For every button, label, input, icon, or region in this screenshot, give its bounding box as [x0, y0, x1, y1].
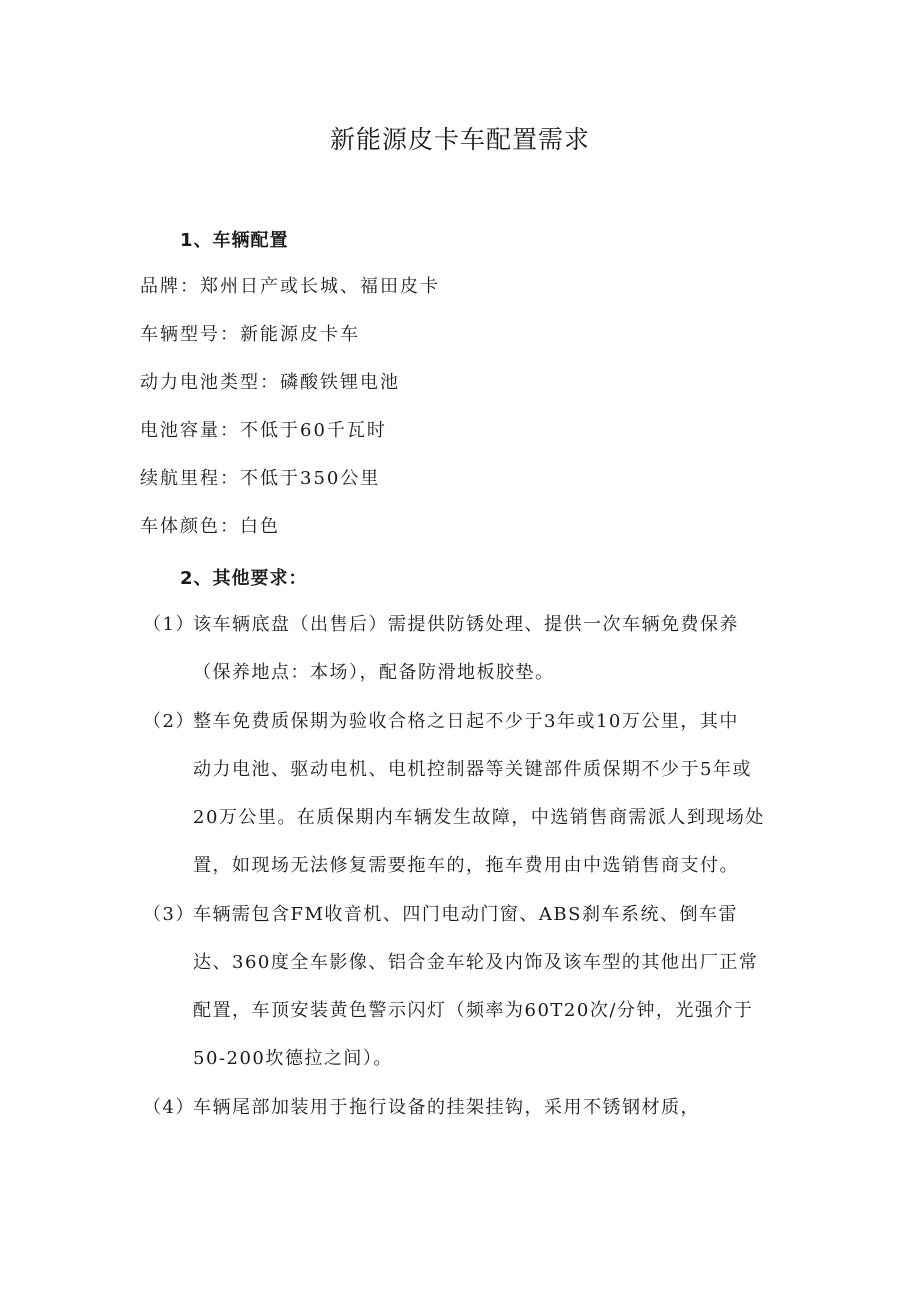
- field-model: [140, 320, 360, 346]
- field-value: 新能源皮卡车: [240, 324, 360, 345]
- list-item-line: 车辆需包含FM收音机、四门电动门窗、ABS刹车系统、倒车雷: [193, 904, 738, 925]
- field-label: 续航里程：: [140, 468, 240, 489]
- field-label: 电池容量：: [140, 420, 240, 441]
- list-item-line: 置，如现场无法修复需要拖车的，拖车费用由中选销售商支付。: [193, 855, 739, 876]
- list-item-line: 配置，车顶安装黄色警示闪灯（频率为60T20次/分钟，光强介于: [193, 1000, 754, 1021]
- field-body-color: [140, 512, 280, 538]
- list-item-marker: （1）: [143, 614, 195, 635]
- list-item-line: 车辆尾部加装用于拖行设备的挂架挂钩，采用不锈钢材质，: [193, 1097, 700, 1118]
- field-label: 车体颜色：: [140, 516, 240, 537]
- list-item-marker: （4）: [143, 1097, 195, 1118]
- page-title: 新能源皮卡车配置需求: [329, 125, 590, 154]
- field-battery-capacity: [140, 416, 387, 442]
- field-value: 磷酸铁锂电池: [280, 372, 400, 393]
- field-range: [140, 464, 380, 490]
- section-heading-vehicle-config: 1、车辆配置: [180, 230, 289, 251]
- field-value: 不低于60千瓦时: [240, 420, 387, 441]
- list-item-line: 该车辆底盘（出售后）需提供防锈处理、提供一次车辆免费保养: [193, 614, 739, 635]
- list-item-line: 20万公里。在质保期内车辆发生故障，中选销售商需派人到现场处: [193, 807, 765, 828]
- field-label: 车辆型号：: [140, 324, 240, 345]
- field-label: 品牌：: [140, 276, 200, 297]
- list-item-line: 整车免费质保期为验收合格之日起不少于3年或10万公里，其中: [193, 711, 739, 732]
- field-brand: [140, 272, 440, 298]
- list-item-line: 达、360度全车影像、铝合金车轮及内饰及该车型的其他出厂正常: [193, 952, 759, 973]
- list-item-line: （保养地点：本场），配备防滑地板胶垫。: [193, 662, 555, 683]
- field-value: 不低于350公里: [240, 468, 381, 489]
- section-heading-other-requirements: 2、其他要求：: [180, 568, 308, 589]
- field-value: 白色: [240, 516, 280, 537]
- field-value: 郑州日产或长城、福田皮卡: [200, 276, 440, 297]
- field-battery-type: [140, 368, 400, 394]
- list-item-line: 动力电池、驱动电机、电机控制器等关键部件质保期不少于5年或: [193, 759, 752, 780]
- field-label: 动力电池类型：: [140, 372, 280, 393]
- list-item-line: 50-200坎德拉之间）。: [193, 1048, 393, 1069]
- list-item-marker: （2）: [143, 711, 195, 732]
- list-item-marker: （3）: [143, 904, 195, 925]
